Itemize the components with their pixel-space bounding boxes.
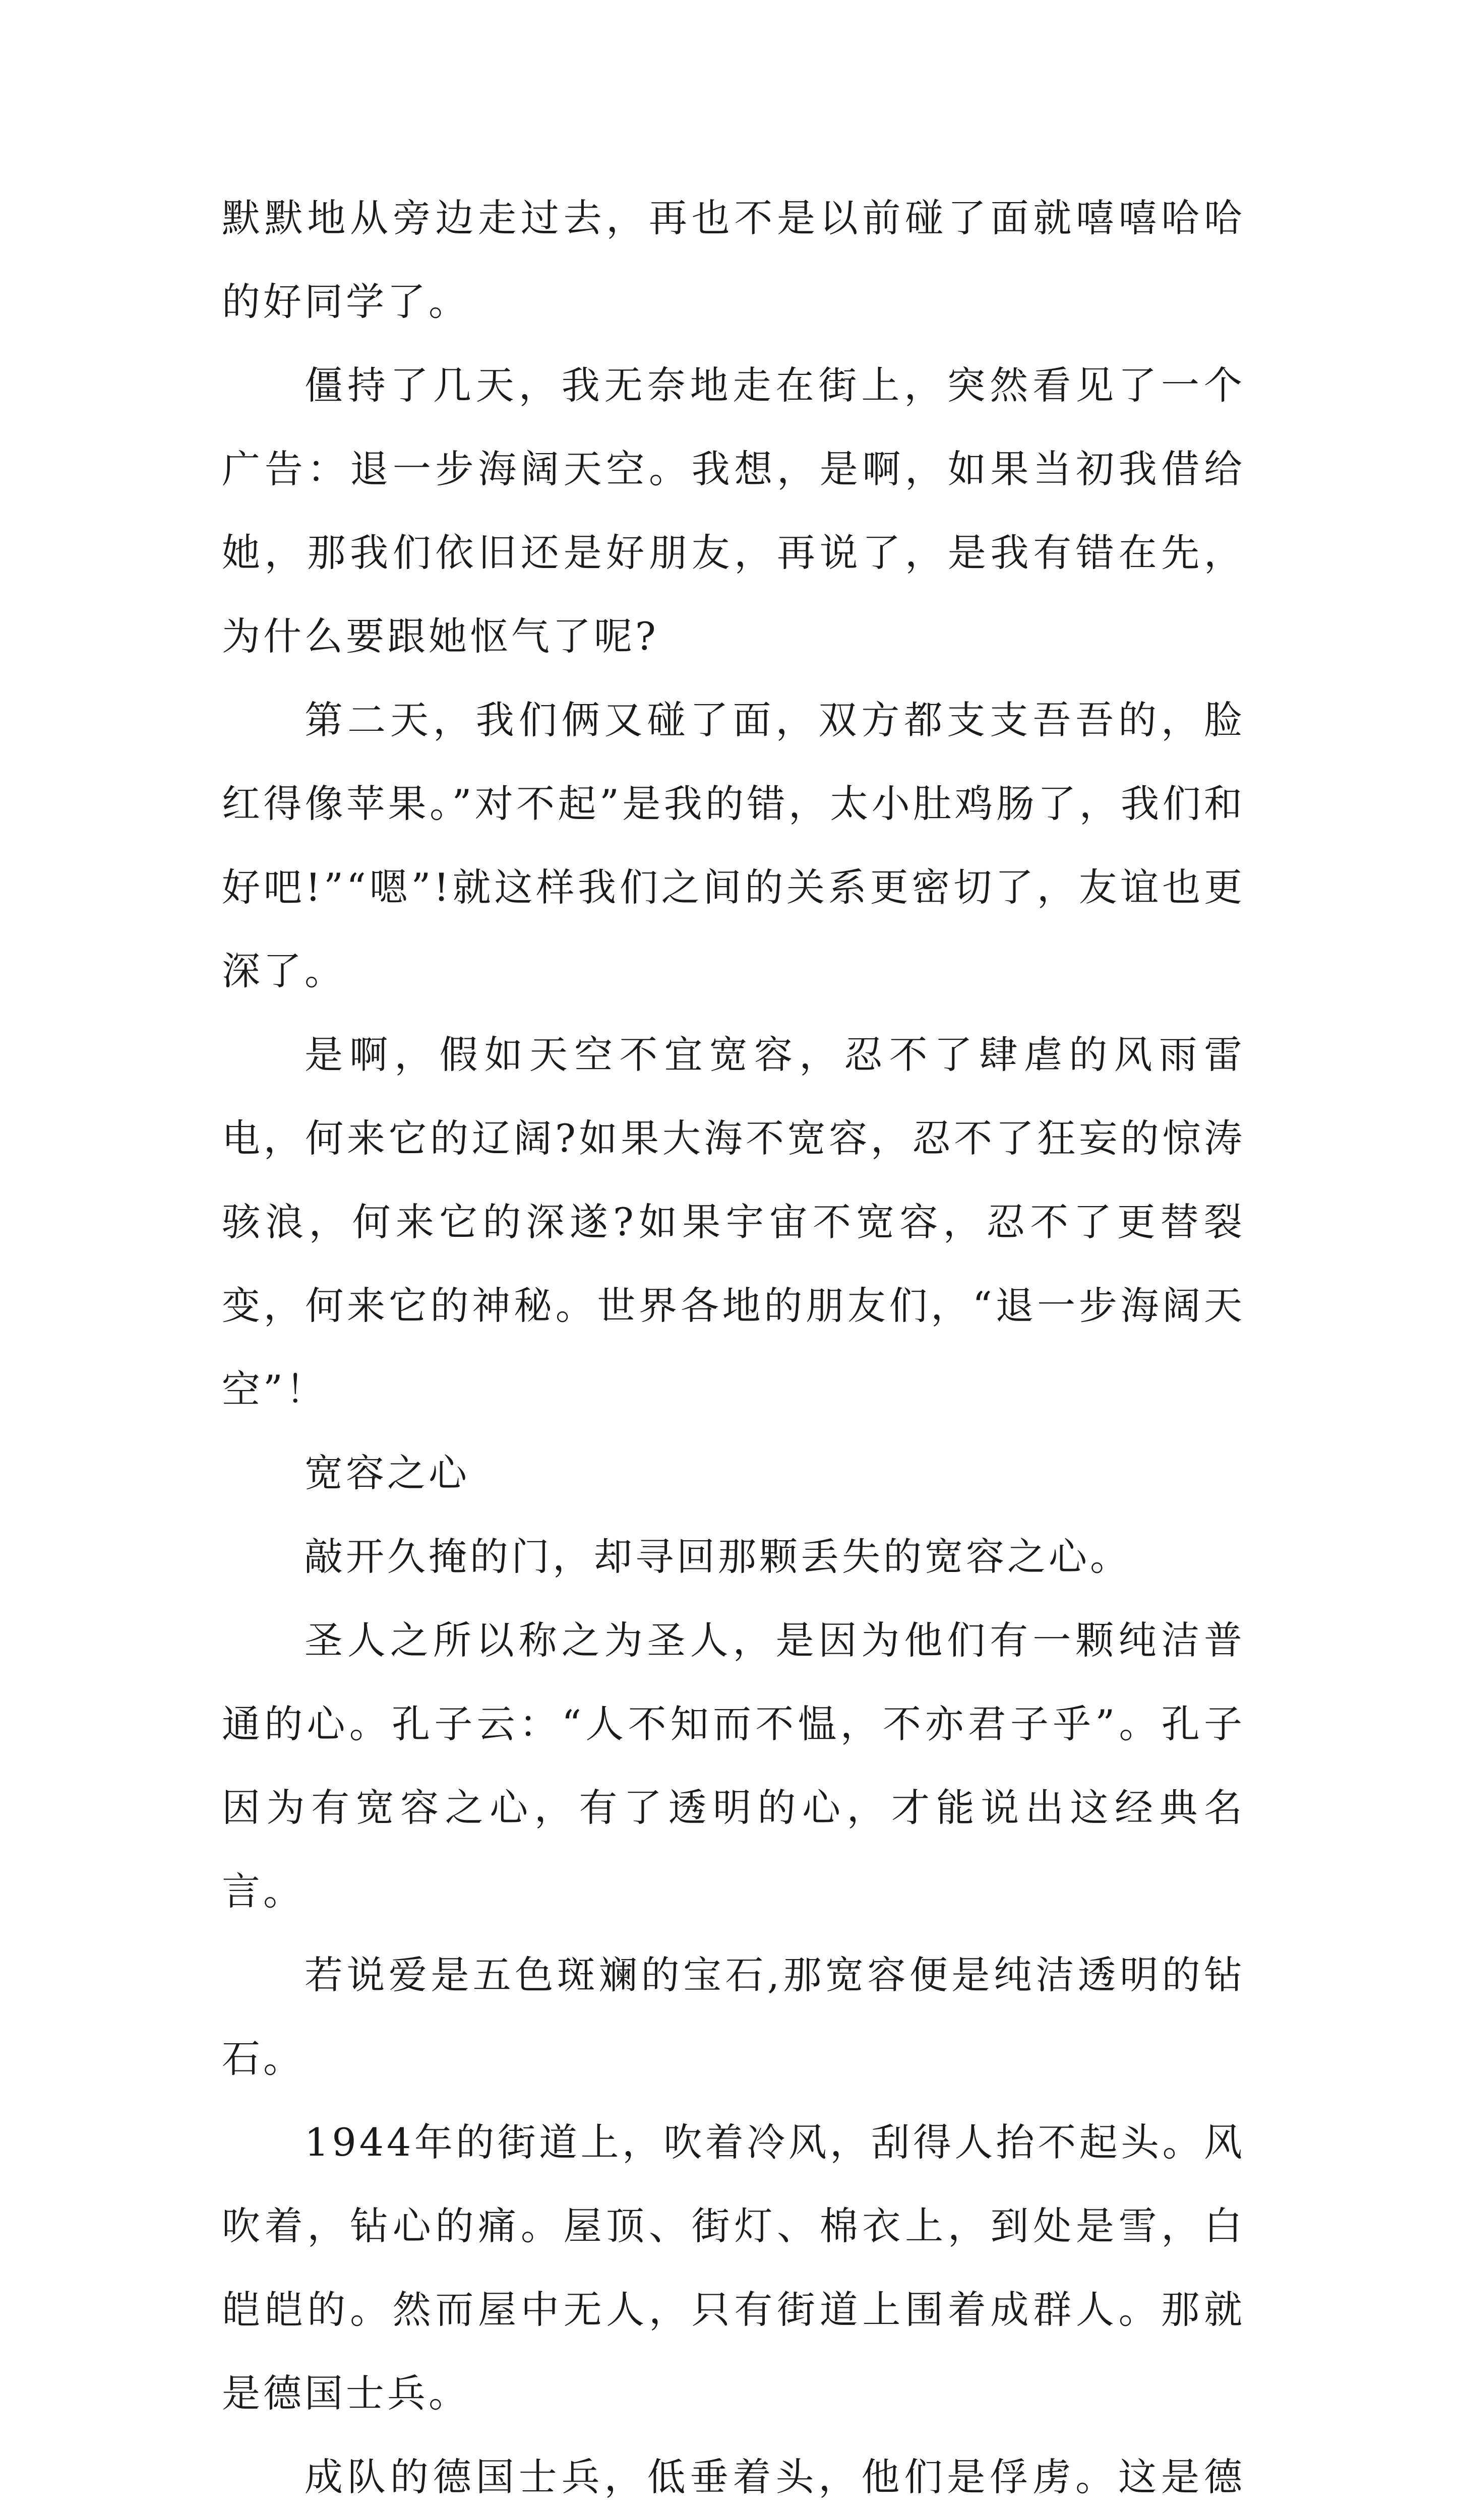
section-heading: 宽容之心 bbox=[305, 1451, 470, 1495]
paragraph: 1944年的街道上，吹着冷风，刮得人抬不起头。风吹着，钻心的痛。屋顶、街灯、棉衣上，到处是雪，白皑皑的。然而屋中无人，只有街道上围着成群人。那就是德国士兵。 bbox=[222, 2120, 1245, 2416]
paragraph: 默默地从旁边走过去，再也不是以前碰了面就嘻嘻哈哈的好同学了。 bbox=[222, 196, 1245, 324]
paragraph: 是啊，假如天空不宜宽容，忍不了肆虐的风雨雷电，何来它的辽阔?如果大海不宽容，忍不了狂妄的惊涛骇浪，何来它的深遂?如果宇宙不宽容，忍不了更替裂变，何来它的神秘。世界各地的朋友们，“退一步海阔天空”！ bbox=[222, 1032, 1245, 1412]
body-text bbox=[222, 176, 1245, 2520]
paragraph: 敲开久掩的门，却寻回那颗丢失的宽容之心。 bbox=[305, 1534, 1131, 1579]
paragraph: 圣人之所以称之为圣人，是因为他们有一颗纯洁普通的心。孔子云：“人不知而不愠，不亦君子乎”。孔子因为有宽容之心，有了透明的心，才能说出这经典名言。 bbox=[222, 1618, 1245, 1914]
paragraph: 成队的德国士兵，低垂着头，他们是俘虏。这是德 bbox=[305, 2454, 1245, 2499]
paragraph: 第二天，我们俩又碰了面，双方都支支吾吾的，脸红得像苹果。”对不起”是我的错，太小肚鸡肠了，我们和好吧!”“嗯”!就这样我们之间的关系更密切了，友谊也更深了。 bbox=[222, 698, 1245, 993]
paragraph: 僵持了几天，我无奈地走在街上，突然看见了一个广告：退一步海阔天空。我想，是啊，如果当初我借给她，那我们依旧还是好朋友，再说了，是我有错在先，为什么要跟她怄气了呢? bbox=[222, 363, 1245, 659]
paragraph: 若说爱是五色斑斓的宝石,那宽容便是纯洁透明的钻石。 bbox=[222, 1952, 1245, 2081]
